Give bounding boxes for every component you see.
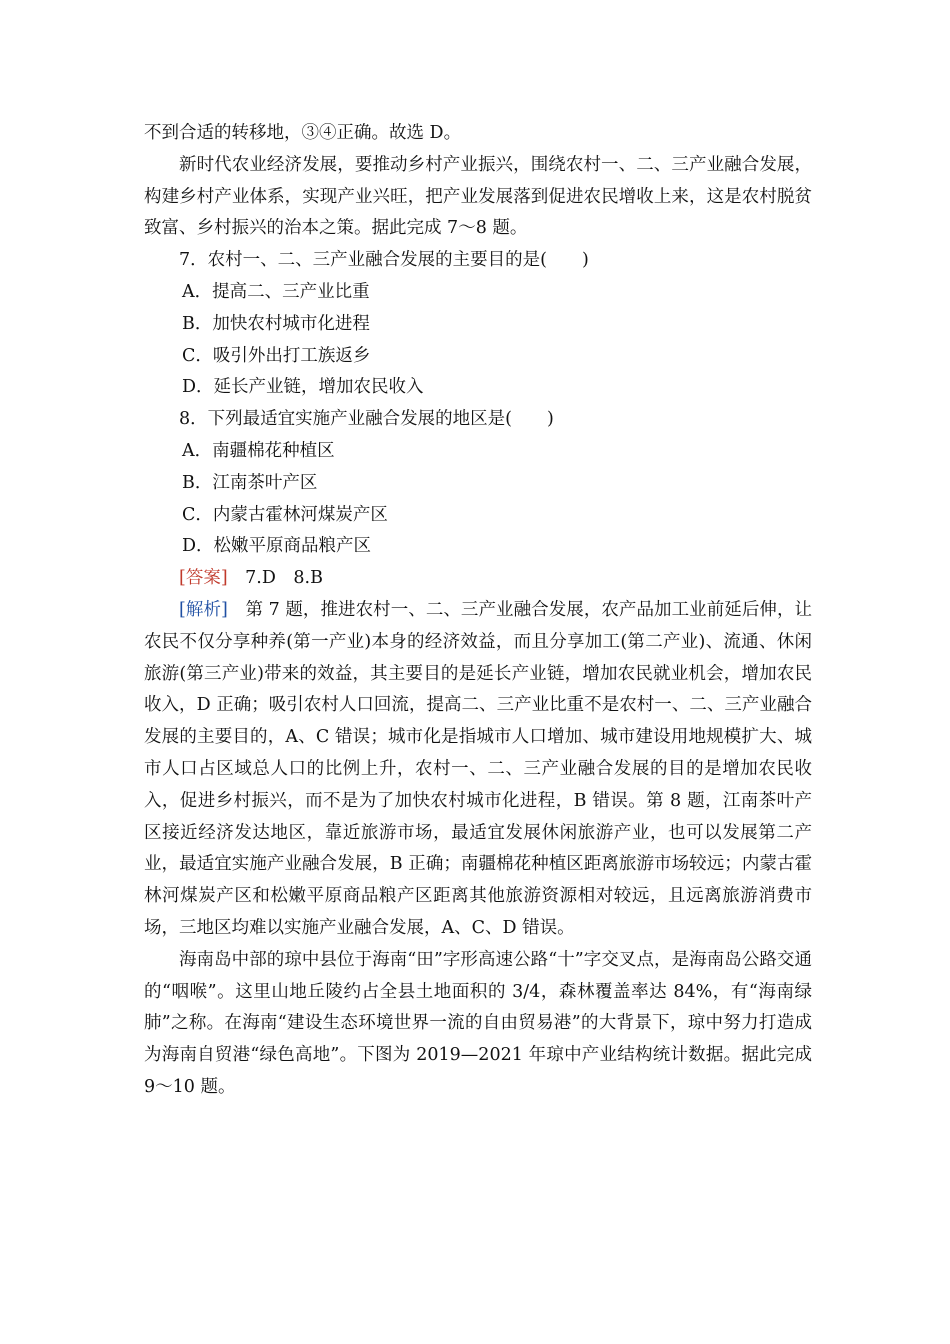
question-8-option-b: B．江南茶叶产区	[182, 472, 318, 493]
analysis-text: 第 7 题，推进农村一、二、三产业融合发展，农产品加工业前延后伸，让农民不仅分享种养(第一产业)本身的经济效益，而且分享加工(第二产业)、流通、休闲旅游(第三产业)带来的效益，其主要目的是延长产业链，增加农民就业机会，增加农民收入，D 正确；吸引农村人口回流，提高二、三产业比重不是农村一、二、三产业融合发展的主要目的，A、C 错误；城市化是指城市人口增加、城市建设用地规模扩大、城市人口占区域总人口的比例上升，农村一、二、三产业融合发展的目的是增加农民收入，促进乡村振兴，而不是为了加快农村城市化进程，B 错误。第 8 题，江南茶叶产区接近经济发达地区，靠近旅游市场，最适宜发展休闲旅游产业，也可以发展第二产业，最适宜实施产业融合发展，B 正确；南疆棉花种植区距离旅游市场较远；内蒙古霍林河煤炭产区和松嫩平原商品粮产区距离其他旅游资源相对较远，且远离旅游消费市场，三地区均难以实施产业融合发展，A、C、D 错误。	[144, 599, 812, 938]
paragraph-intro-9-10: 海南岛中部的琼中县位于海南“田”字形高速公路“十”字交叉点，是海南岛公路交通的“咽喉”。这里山地丘陵约占全县土地面积的 3/4，森林覆盖率达 84%，有“海南绿肺”之称。在海南“建设生态环境世界一流的自由贸易港”的大背景下，琼中努力打造成为海南自贸港“绿色高地”。下图为 2019—2021 年琼中产业结构统计数据。据此完成 9～10 题。	[144, 949, 812, 1097]
paragraph-continuation: 不到合适的转移地，③④正确。故选 D。	[144, 123, 462, 143]
question-7-option-d: D．延长产业链，增加农民收入	[182, 377, 424, 398]
analysis-label: [解析]	[179, 599, 228, 620]
question-8-option-a: A．南疆棉花种植区	[182, 440, 335, 461]
answer-line	[144, 563, 812, 595]
question-7-option-a: A．提高二、三产业比重	[182, 281, 370, 302]
question-7-option-b: B．加快农村城市化进程	[182, 313, 370, 334]
question-7-option-c: C．吸引外出打工族返乡	[182, 345, 371, 366]
analysis-paragraph	[144, 595, 812, 945]
answer-label: [答案]	[179, 568, 228, 589]
question-7: 7．农村一、二、三产业融合发展的主要目的是( )	[179, 250, 589, 271]
paragraph-intro-7-8: 新时代农业经济发展，要推动乡村产业振兴，围绕农村一、二、三产业融合发展，构建乡村产业体系，实现产业兴旺，把产业发展落到促进农民增收上来，这是农村脱贫致富、乡村振兴的治本之策。据此完成 7～8 题。	[144, 154, 812, 239]
answer-text: 7.D 8.B	[227, 568, 323, 589]
question-8-option-d: D．松嫩平原商品粮产区	[182, 536, 372, 557]
question-8-option-c: C．内蒙古霍林河煤炭产区	[182, 504, 388, 525]
document-body	[144, 118, 812, 1104]
question-8: 8．下列最适宜实施产业融合发展的地区是( )	[179, 409, 554, 430]
